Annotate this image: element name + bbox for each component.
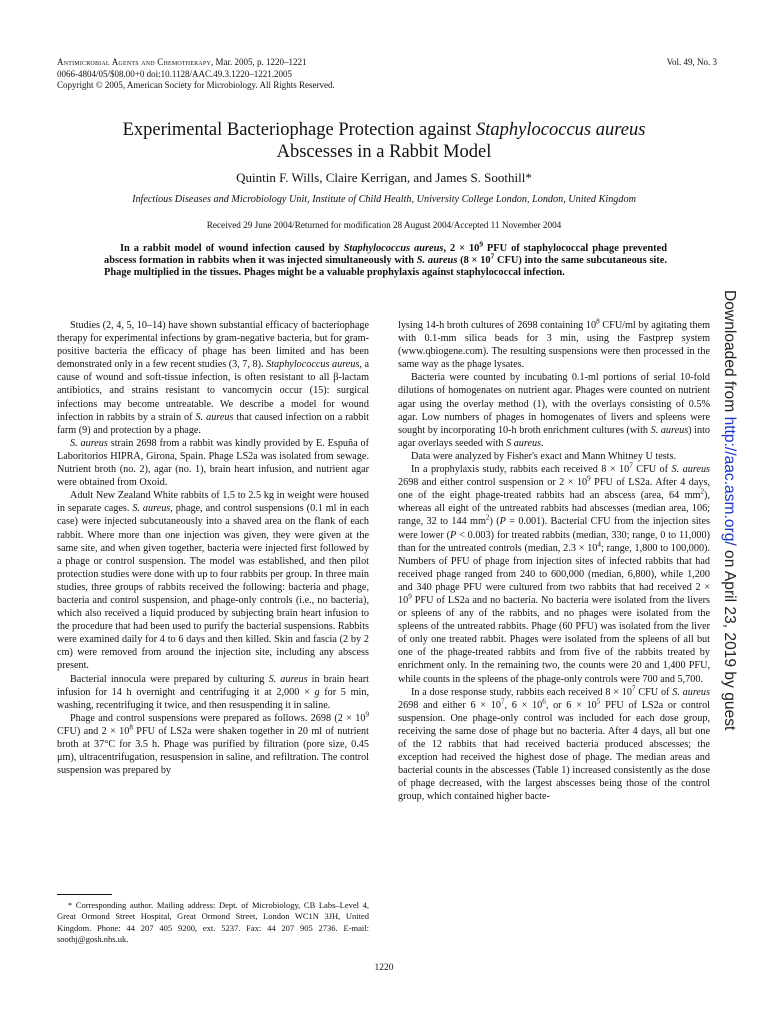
paragraph: Adult New Zealand White rabbits of 1.5 to 2.5 kg in weight were housed in separate cages. S. aureus, phage, and control suspensions (0.1 ml in each case) were injected subcutaneously into a shaved area on the flank of each rabbit. Where more than one injection was given, they were given at the same site, and when given together, bacteria were injected first followed by a phage or control suspension. The model was established, and then pilot protection studies were done with up to four rabbits per group. In three main studies, three groups of rabbits received the following: bacteria and phage, bacteria and control suspension, and phage-only controls (i.e., no bacteria), which also received a liquid produced by subjecting brain heart infusion to the procedure that had been used to purify the bacterial suspensions. Rabbits were examined daily for 4 to 6 days and then killed. Skin and fascia (2 by 2 cm) were removed from around the injection site, including any abscess present. bbox=[57, 490, 369, 672]
doi-line: 0066-4804/05/$08.00+0 doi:10.1128/AAC.49.3.1220–1221.2005 bbox=[57, 68, 292, 79]
paragraph: Phage and control suspensions were prepared as follows. 2698 ($2 \times 10^9$ CFU) and $2 \times 10^8$ PFU of LS2a were shaken together in 20 ml of nutrient broth at 37°C for 3.5 h. Phage was purified by filtration (pore size, 0.45 μm), ultracentrifugation, resuspension in saline, and refiltration. The control suspension was prepared by bbox=[57, 710, 369, 777]
paragraph: In a prophylaxis study, rabbits each received $8 \times 10^7$ CFU of S. aureus 2698 and either control suspension or $2 \times 10^9$ PFU of LS2a. After 4 days, one of the eight phage-treated rabbits had an abscess (area, 64 $mm^2$), whereas all eight of the untreated rabbits had abscesses (median area, 106; range, 32 to 144 $mm^2$) (P = 0.001). Bacterial CFU from the injection sites were lower (P < 0.003) for treated rabbits (median, 330; range, 0 to 11,000) than for the untreated controls (median, $2.3 \times 10^4$; range, 1,800 to 100,000). Numbers of PFU of phage from injection sites of infected rabbits that had received phage ranged from 240 to 600,000 (median, 6,800), while 1,200 and 340 phage PFU were cultured from two rabbits that had received $2 \times 10^9$ PFU of LS2a and no bacteria. No bacteria were isolated from the livers or spleens of any of the rabbits, and no phages were isolated from the spleens of the untreated rabbits. Phage (60 PFU) was isolated from the liver of only one treated rabbit. Phages were isolated from the spleens of all but one of the phage-treated rabbits and from five of the rabbits treated by enrichment only. In the remaining two, the counts were 20 and 1,400 PFU, while counts in the spleens of the phage-only controls were 700 and 5,700. bbox=[398, 461, 711, 685]
journal-name: Antimicrobial Agents and Chemotherapy bbox=[57, 57, 211, 67]
author-list: Quintin F. Wills, Claire Kerrigan, and James S. Soothill* bbox=[236, 170, 532, 185]
paragraph: In a dose response study, rabbits each received $8 \times 10^7$ CFU of S. aureus 2698 and either $6 \times 10^7$, $6 \times 10^6$, or $6 \times 10^5$ PFU of LS2a or control suspension. One phage-only control was included for each dose group, receiving the same dose of phage but no bacteria. After 4 days, all but one of the 12 rabbits that had received bacteria produced abscesses; the exception had received the highest dose of phage. The median areas and bacterial counts in the abscesses (Table 1) increased consistently as the dose of phage decreased, with the largest abscesses being those of the control group, which contained higher bacte- bbox=[398, 684, 710, 803]
footnote-rule bbox=[57, 894, 112, 895]
paragraph: lysing 14-h broth cultures of 2698 containing $10^8$ CFU/ml by agitating them with 0.1-mm silica beads for 3 min, using the Fastprep system (www.qbiogene.com). The resulting suspensions were then processed in the same way as the phage lysates. bbox=[398, 317, 710, 371]
body-column-left bbox=[57, 319, 369, 777]
article-title: Experimental Bacteriophage Protection against Staphylococcus aureus Abscesses in a Rabbit Model bbox=[122, 120, 646, 162]
running-header bbox=[57, 57, 717, 92]
paragraph: Bacteria were counted by incubating 0.1-ml portions of serial 10-fold dilutions of homogenates on nutrient agar. Phages were counted on nutrient agar using the overlay method (1), with the overlays consisting of 0.5% agar. Low numbers of phages in homogenates of livers and spleens were sought by incorporating 10-h broth enrichment cultures (with S. aureus) into agar overlays seeded with S aureus. bbox=[398, 372, 711, 449]
copyright-line: Copyright © 2005, American Society for Microbiology. All Rights Reserved. bbox=[57, 80, 335, 90]
paragraph: S. aureus strain 2698 from a rabbit was kindly provided by E. Espuña of Laboritorios HIPRA, Girona, Spain. Phage LS2a was isolated from sewage. Nutrient broth (no. 2), agar (no. 1), brain heart infusion, and nutrient agar were obtained from Oxoid. bbox=[57, 437, 369, 489]
affiliation: Infectious Diseases and Microbiology Unit, Institute of Child Health, University College London, London, United Kingdom bbox=[132, 194, 636, 205]
issue-date: , Mar. 2005, p. 1220–1221 bbox=[211, 57, 307, 67]
received-dates: Received 29 June 2004/Returned for modification 28 August 2004/Accepted 11 November 2004 bbox=[206, 220, 562, 230]
body-column-right bbox=[398, 319, 710, 803]
volume-label: Vol. 49, No. 3 bbox=[666, 57, 717, 67]
paragraph: Studies (2, 4, 5, 10–14) have shown substantial efficacy of bacteriophage therapy for experimental infections by gram-negative bacteria, but for gram-positive bacteria the efficacy of phage has been limited and has been demonstrated only in a few recent studies (3, 7, 8). Staphylococcus aureus, a cause of wound and soft-tissue infection, is often resistant to all β-lactam antibiotics, and strains resistant to vancomycin occur (15): surgical infections may become untreatable. We describe a model for wound infection in rabbits by a strain of S. aureus that caused infection on a rabbit farm (9) and protection by a phage. bbox=[57, 320, 369, 436]
download-link[interactable]: http://aac.asm.org/ bbox=[721, 416, 738, 546]
footnote-corresponding-author: * Corresponding author. Mailing address: Dept. of Microbiology, CB Labs–Level 4, Great Ormond Street Hospital, Great Ormond Street, London WC1N 3JH, United Kingdom. Phone: 44 207 405 9200, ext. 5237. Fax: 44 207 905 2736. E-mail: soothj@gosh.nhs.uk. bbox=[57, 900, 369, 944]
page-number: 1220 bbox=[374, 963, 394, 973]
download-banner: Downloaded from http://aac.asm.org/ on April 23, 2019 by guest bbox=[721, 290, 738, 731]
abstract: In a rabbit model of wound infection caused by Staphylococcus aureus, $2 \times 10^9$ PFU of staphylococcal phage prevented abscess formation in rabbits when it was injected simultaneously with S. aureus ($8 \times 10^7$ CFU) into the same subcutaneous site. Phage multiplied in the tissues. Phages might be a valuable prophylaxis against staphylococcal infection. bbox=[104, 240, 667, 278]
paragraph: Bacterial innocula were prepared by culturing S. aureus in brain heart infusion for 14 h overnight and centrifuging it at 2,000 × g for 5 min, washing, recentrifuging it twice, and then resuspending it in saline. bbox=[57, 673, 370, 711]
paragraph: Data were analyzed by Fisher's exact and Mann Whitney U tests. bbox=[411, 450, 677, 462]
